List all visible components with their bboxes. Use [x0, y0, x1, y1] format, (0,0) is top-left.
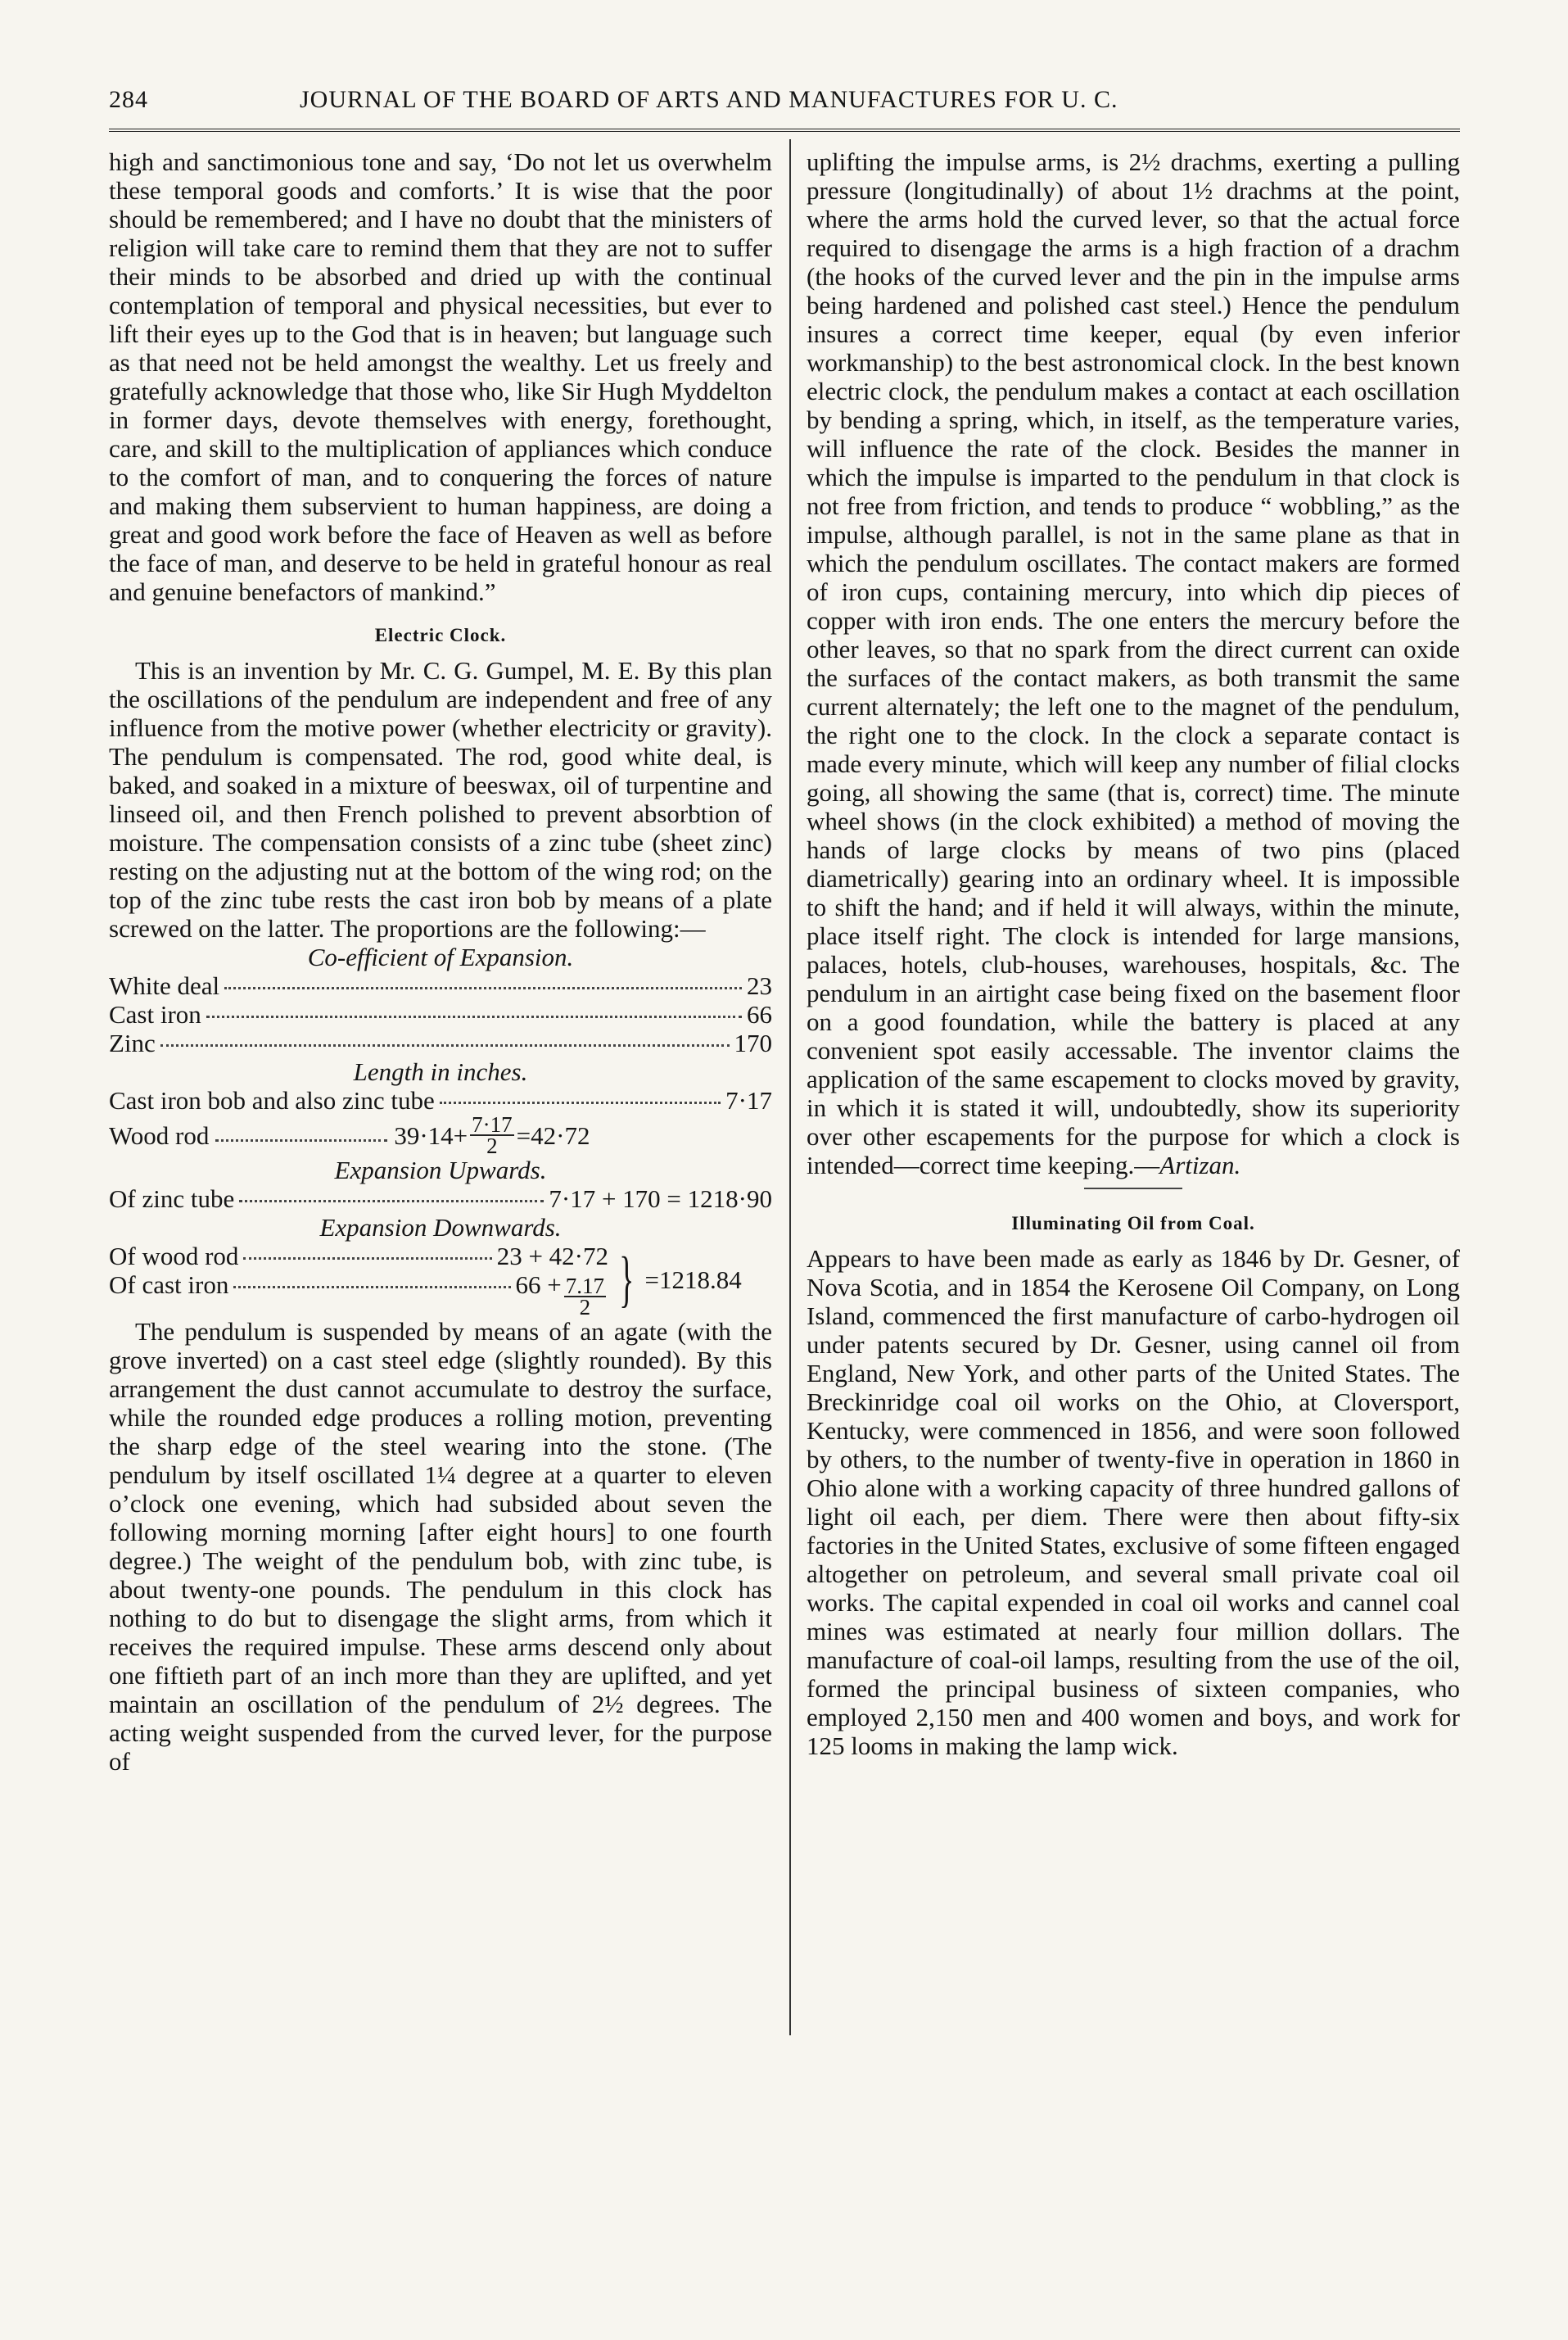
illuminating-oil-heading: Illuminating Oil from Coal.	[1011, 1213, 1255, 1233]
electric-clock-heading: Electric Clock.	[374, 625, 507, 645]
coeff-value: 23	[747, 971, 772, 1000]
downwards-result: =1218.84	[644, 1265, 742, 1294]
leader-dots	[239, 1200, 544, 1202]
running-title: JOURNAL OF THE BOARD OF ARTS AND MANUFACTURES FOR U. C.	[300, 86, 1118, 113]
illuminating-oil-paragraph: Appears to have been made as early as 1846 by Dr. Gesner, of Nova Scotia, and in 1854 the Kerosene Oil Company, on Long Island, commenced the first manufacture of carbo-hydrogen oil under patents secured by Dr. Gesner, using cannel oil from England, New York, and other parts of the United States. The Breckinridge coal oil works on the Ohio, at Cloversport, Kentucky, were commenced in 1856, and were soon followed by others, to the number of twenty-five in operation in 1860 in Ohio alone with a working capacity of three hundred gallons of light oil each, per diem. There were then about fifty-six factories in the United States, exclusive of some fifteen engaged altogether on petroleum, and several small private coal oil works. The capital expended in coal oil works and cannel coal mines was estimated at nearly four million dollars. The manufacture of coal-oil lamps, resulting from the use of the oil, formed the principal business of sixteen companies, who employed 2,150 men and 400 women and boys, and work for 125 looms in making the lamp wick.	[807, 1244, 1460, 1760]
coeff-row-cast-iron	[109, 1000, 772, 1029]
length-value: 7·17	[725, 1086, 772, 1115]
electric-clock-paragraph-2: The pendulum is suspended by means of an agate (with the grove inverted) on a cast steel edge (slightly rounded). By this arrangement the dust cannot accumulate to destroy the surface, while the rounded edge produces a rolling motion, preventing the sharp edge of the steel wearing into the stone. (The pendulum by itself oscillated 1¼ degree at a quarter to eleven o’clock one evening, which had subsided about seven the following morning morning [after eight hours] to one fourth degree.) The weight of the pendulum bob, with zinc tube, is about twenty-one pounds. The pendulum in this clock has nothing to do but to disengage the slight arms, from which it receives the required impulse. These arms descend only about one fiftieth part of an inch more than they are uplifted, and yet maintain an oscillation of the pendulum of 2½ degrees. The acting weight suspended from the curved lever, for the purpose of	[109, 1317, 772, 1776]
fraction-denominator: 2	[486, 1134, 498, 1158]
length-row	[109, 1086, 772, 1115]
electric-clock-paragraph-1: This is an invention by Mr. C. G. Gumpel, M. E. By this plan the oscillations of the pendulum are independent and free of any influence from the motive power (whether electricity or gravity). The pendulum is compensated. The rod, good white deal, is baked, and soaked in a mixture of beeswax, oil of turpentine and linseed oil, and then French polished to prevent absorbtion of moisture. The compensation consists of a zinc tube (sheet zinc) resting on the adjusting nut at the bottom of the wing rod; on the top of the zinc tube rests the cast iron bob by means of a plate screwed on the latter. The proportions are the following:—	[109, 656, 772, 943]
expansion-upwards-heading: Expansion Upwards.	[334, 1156, 547, 1184]
fraction-numerator: 7·17	[472, 1112, 513, 1137]
leader-dots	[233, 1286, 510, 1288]
wood-rod-label: Wood rod	[109, 1120, 210, 1150]
cast-iron-down-row	[109, 1270, 608, 1317]
cast-iron-down-pre: 66 +	[515, 1270, 562, 1299]
fraction-denominator: 2	[579, 1295, 591, 1319]
continued-paragraph	[807, 147, 1460, 1179]
leader-dots	[206, 1016, 742, 1018]
leader-dots	[224, 987, 742, 989]
zinc-tube-row	[109, 1184, 772, 1213]
page-number: 284	[109, 86, 148, 113]
right-column	[807, 147, 1460, 1760]
zinc-tube-label: Of zinc tube	[109, 1184, 235, 1213]
wood-rod-result: =42·72	[516, 1120, 590, 1150]
wood-rod-down-value: 23 + 42·72	[496, 1242, 608, 1270]
wood-rod-row	[109, 1112, 772, 1158]
cast-iron-fraction	[564, 1276, 606, 1317]
coeff-value: 170	[734, 1029, 772, 1057]
intro-paragraph: high and sanctimonious tone and say, ‘Do not let us overwhelm these temporal goods and comforts.’ It is wise that the poor should be remembered; and I have no doubt that the ministers of religion will take care to remind them that they are not to suffer their minds to be absorbed and dried up with the continual contemplation of temporal and physical necessities, but ever to lift their eyes up to the God that is in heaven; but language such as that need not be held amongst the wealthy. Let us freely and gratefully acknowledge that those who, like Sir Hugh Myddelton in former days, devote themselves with energy, forethought, care, and skill to the multiplication of appliances which conduce to the comfort of man, and to conquering the forces of nature and making them subservient to human happiness, are doing a great and good work before the face of Heaven as well as before the face of man, and deserve to be held in grateful honour as real and genuine benefactors of mankind.”	[109, 147, 772, 606]
continued-text: uplifting the impulse arms, is 2½ drachms, exerting a pulling pressure (longitudinally) of about 1½ drachms at the point, where the arms hold the curved lever, so that the actual force required to disengage the arms is a high fraction of a drachm (the hooks of the curved lever and the pin in the impulse arms being hardened and polished cast steel.) Hence the pendulum insures a correct time keeper, equal (by even inferior workmanship) to the best astronomical clock. In the best known electric clock, the pendulum makes a contact at each oscillation by bending a spring, which, in itself, as the temperature varies, will influence the rate of the clock. Besides the manner in which the impulse is imparted to the pendulum in that clock is not free from friction, and tends to produce “ wobbling,” as the impulse, although parallel, is not in the same plane as that in which the pendulum oscillates. The contact makers are formed of iron cups, containing mercury, into which dip pieces of copper with iron ends. The one enters the mercury before the other leaves, so that no spark from the direct current can oxide the surfaces of the contact makers, as both transmit the same current alternately; the left one to the magnet of the pendulum, the right one to the clock. In the clock a separate contact is made every minute, which will keep any number of filial clocks going, all showing the same (that is, correct) time. The minute wheel shows (in the clock exhibited) a method of moving the hands of large clocks by means of two pins (placed diametrically) gearing into an ordinary wheel. It is impossible to shift the hand; and if held it will always, within the minute, place itself right. The clock is intended for large mansions, palaces, hotels, club-houses, warehouses, hospitals, &c. The pendulum in an airtight case being fixed on the basement floor on a good foundation, while the battery is placed at any convenient spot easily accessable. The inventor claims the application of the same escapement to clocks moved by gravity, in which it is stated it will, undoubtedly, show its superiority over other escapements for the purpose for which a clock is intended—correct time keeping.—	[807, 147, 1460, 1179]
leader-dots	[160, 1044, 730, 1047]
wood-rod-down-row	[109, 1242, 608, 1270]
coeff-label: Zinc	[109, 1029, 156, 1057]
coeff-value: 66	[747, 1000, 772, 1029]
coeff-row-zinc	[109, 1029, 772, 1057]
leader-dots	[440, 1102, 721, 1104]
coefficient-heading: Co-efficient of Expansion.	[307, 943, 574, 971]
leader-dots	[243, 1257, 491, 1260]
wood-rod-pre: 39·14+	[394, 1120, 468, 1150]
expansion-downwards-heading: Expansion Downwards.	[319, 1213, 562, 1242]
wood-rod-fraction	[470, 1112, 514, 1158]
cast-iron-down-label: Of cast iron	[109, 1270, 229, 1299]
coeff-row-white-deal	[109, 971, 772, 1000]
header-rule	[109, 129, 1460, 132]
length-label: Cast iron bob and also zinc tube	[109, 1086, 435, 1115]
column-divider	[789, 139, 791, 2035]
fraction-numerator: 7.17	[565, 1274, 604, 1298]
section-rule	[1084, 1188, 1182, 1189]
left-column	[109, 147, 772, 1776]
downwards-block	[109, 1242, 772, 1317]
leader-dots	[215, 1139, 387, 1142]
wood-rod-down-label: Of wood rod	[109, 1242, 239, 1270]
right-brace: }	[619, 1245, 635, 1314]
length-heading: Length in inches.	[353, 1057, 528, 1086]
coeff-label: White deal	[109, 971, 220, 1000]
coeff-label: Cast iron	[109, 1000, 201, 1029]
zinc-tube-value: 7·17 + 170 = 1218·90	[549, 1184, 772, 1213]
source-credit: Artizan.	[1159, 1151, 1241, 1179]
